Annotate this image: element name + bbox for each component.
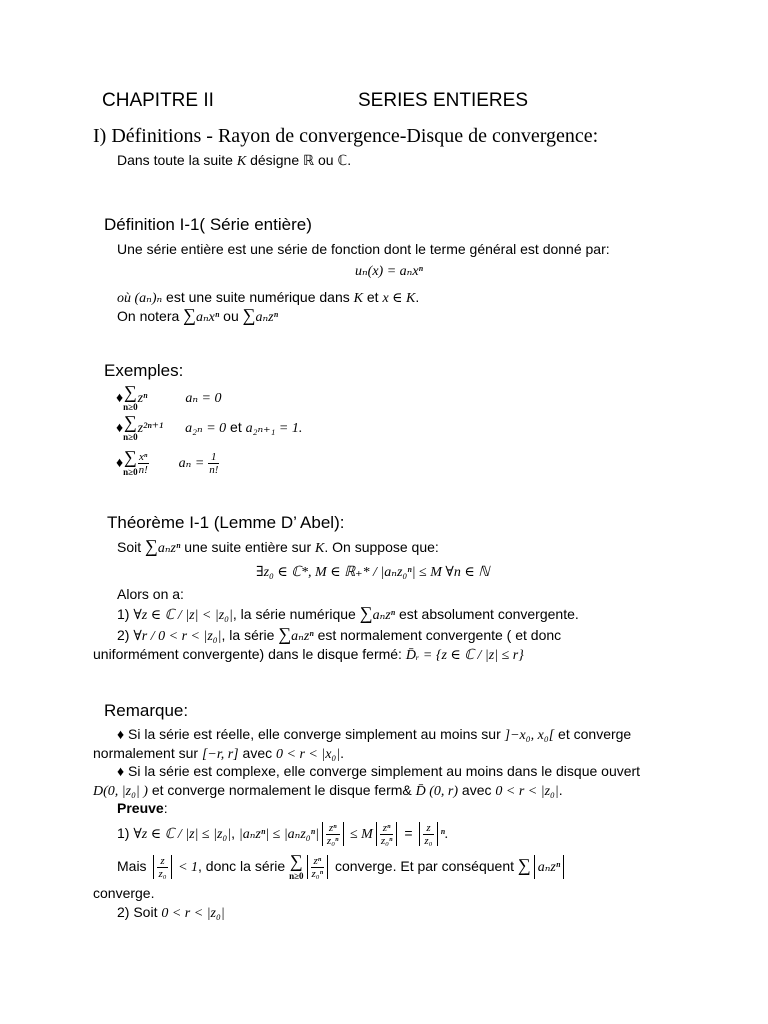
remark-1: ♦ Si la série est réelle, elle converge simplement au moins sur ]−x₀, x₀[ et converge: [117, 726, 632, 743]
intro-line: Dans toute la suite K désigne ℝ ou ℂ.: [117, 152, 352, 169]
remark-1-cont: normalement sur [−r, r] avec 0 < r < |x₀|.: [93, 745, 345, 762]
sum-symbol: ∑ n≥0: [123, 382, 138, 413]
sum-symbol: ∑ n≥0: [289, 851, 304, 882]
chapter-label: CHAPITRE II: [102, 90, 214, 111]
theorem-point-2: 2) ∀r / 0 < r < |z₀|, la série ∑aₙzⁿ est normalement convergente ( et donc: [117, 624, 562, 644]
remark-heading: Remarque:: [104, 701, 189, 720]
sum-symbol: ∑ n≥0: [123, 412, 138, 443]
examples-heading: Exemples:: [104, 361, 184, 380]
theorem-point-2-cont: uniformément convergente) dans le disque fermé: D̄ᵣ = {z ∈ ℂ / |z| ≤ r}: [93, 646, 524, 663]
proof-line-mais: Mais $\frac{z}{\text{z₀}}$ < 1, donc la série ∑ n≥0 $\frac{\text{zⁿ}}{\text{z₀ⁿ}}$ converge. Et par conséquent ∑ aₙzⁿ: [117, 849, 567, 884]
example-2: ♦ ∑ n≥0 z²ⁿ⁺¹ a₂ₙ = 0 et a₂ₙ₊₁ = 1.: [116, 412, 303, 443]
sum-symbol: ∑ n≥0: [123, 447, 138, 478]
proof-converge: converge.: [93, 885, 155, 901]
section-heading: I) Définitions - Rayon de convergence-Disque de convergence:: [93, 125, 599, 147]
definition-where: où (aₙ)ₙ est une suite numérique dans K et x ∈ K.: [117, 289, 420, 306]
definition-text: Une série entière est une série de fonction dont le terme général est donné par:: [117, 241, 610, 257]
example-1: ♦ ∑ n≥0 zⁿ aₙ = 0: [116, 382, 222, 413]
remark-2-cont: D(0, |z₀| ) et converge normalement le disque ferm& D̄ (0, r) avec 0 < r < |z₀|.: [93, 782, 563, 799]
theorem-heading: Théorème I-1 (Lemme D’ Abel):: [107, 513, 345, 532]
theorem-alors: Alors on a:: [117, 586, 184, 602]
chapter-title: SERIES ENTIERES: [358, 90, 528, 111]
remark-2: ♦ Si la série est complexe, elle converge simplement au moins dans le disque ouvert: [117, 763, 641, 779]
definition-formula: uₙ(x) = aₙxⁿ: [355, 264, 423, 279]
theorem-point-1: 1) ∀z ∈ ℂ / |z| < |z₀|, la série numérique ∑aₙzⁿ est absolument convergente.: [117, 603, 579, 623]
proof-line-2: 2) Soit 0 < r < |z₀|: [117, 904, 225, 921]
theorem-soit: Soit ∑aₙzⁿ une suite entière sur K. On suppose que:: [117, 536, 439, 556]
definition-notation: On notera ∑aₙxⁿ ou ∑aₙzⁿ: [117, 305, 279, 325]
example-3: ♦ ∑ n≥0 $\frac{\text{xⁿ}}{n!}$ aₙ = $\frac{1}{n!}$: [116, 447, 219, 478]
proof-heading: Preuve:: [117, 800, 168, 816]
definition-heading: Définition I-1( Série entière): [104, 215, 312, 234]
theorem-hypothesis: ∃z₀ ∈ ℂ*, M ∈ ℝ₊* / |aₙz₀ⁿ| ≤ M ∀n ∈ ℕ: [256, 565, 490, 580]
proof-line-1: 1) ∀z ∈ ℂ / |z| ≤ |z₀|, |aₙzⁿ| ≤ |aₙz₀ⁿ| $\frac{\text{zⁿ}}{\text{z₀ⁿ}}$ ≤ M $\frac{\text{zⁿ}}{\text{z₀ⁿ}}$ = $\frac{z}{\text{z₀}}$ ⁿ.: [117, 821, 449, 847]
